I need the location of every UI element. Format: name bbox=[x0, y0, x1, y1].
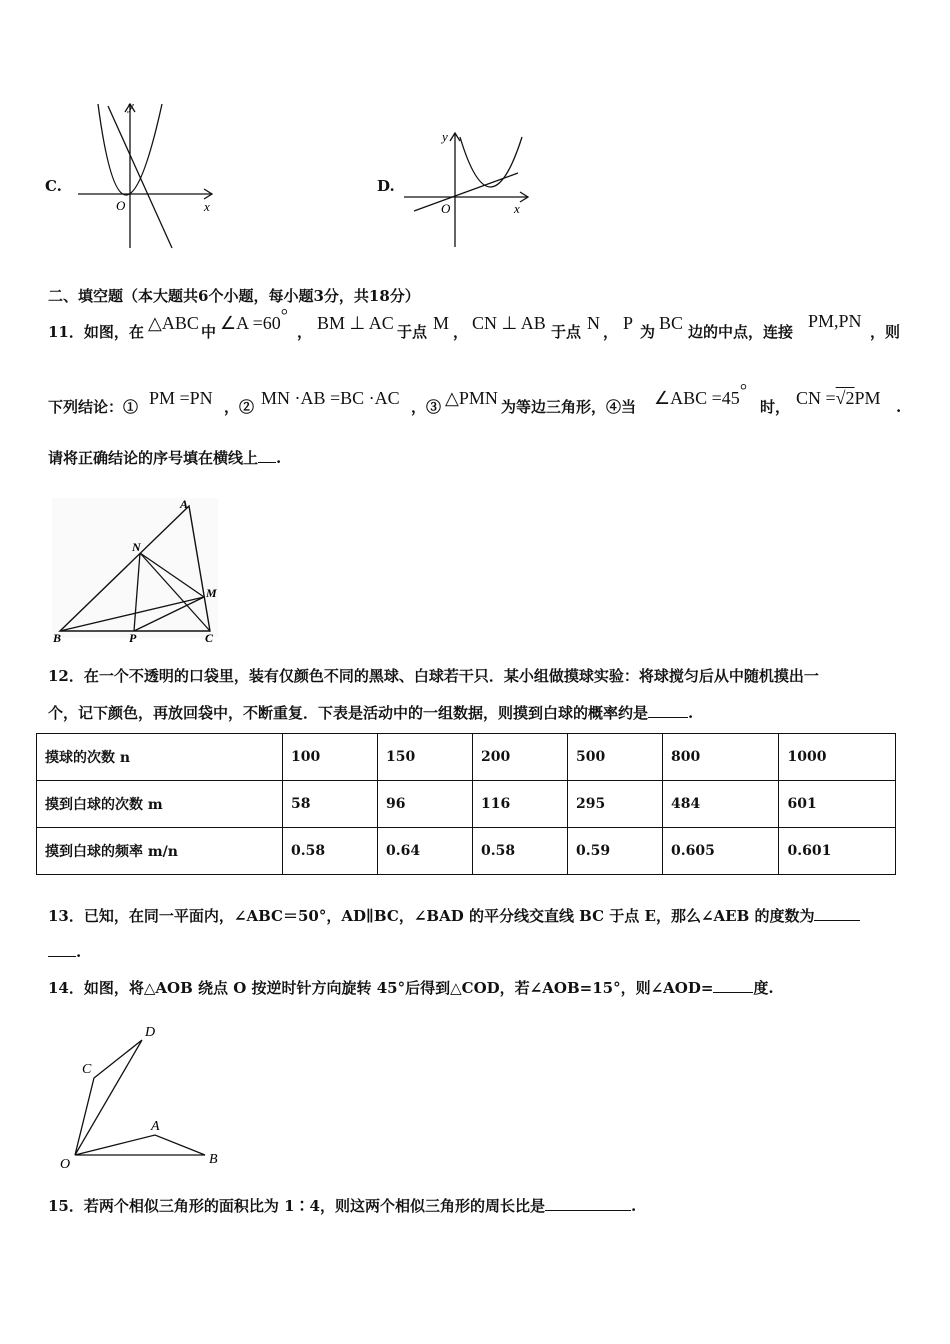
label-d: D bbox=[145, 1025, 156, 1040]
d-parabola bbox=[460, 137, 522, 187]
q11-point-m: M bbox=[433, 313, 450, 333]
label-b: B bbox=[209, 1152, 218, 1167]
c-x-label: x bbox=[204, 199, 210, 214]
q13-line-1: 13．已知，在同一平面内，∠ABC＝50°，AD∥BC，∠BAD 的平分线交直线 BC 于点 E，那么∠AEB 的度数为 bbox=[48, 906, 860, 926]
q11-bm-perp: BM ⊥ AC bbox=[317, 313, 394, 333]
q11-zhong: 中 bbox=[201, 323, 217, 341]
q11-wei: 为 bbox=[640, 323, 656, 341]
option-c-graph bbox=[72, 98, 222, 250]
label-a: A bbox=[151, 1119, 160, 1134]
q11-conclusion-2: MN ·AB =BC ·AC bbox=[261, 388, 400, 408]
table-cell: 0.605 bbox=[663, 828, 779, 875]
q11-conclusion-3: △PMN bbox=[445, 388, 498, 408]
label-c: C bbox=[205, 631, 214, 645]
q11-conclusion-3-text: 为等边三角形，④当 bbox=[501, 398, 637, 416]
q12-line-2: 个，记下颜色，再放回袋中，不断重复．下表是活动中的一组数据，则摸到白球的概率约是 . bbox=[48, 704, 694, 722]
section-heading: 二、填空题（本大题共6个小题，每小题3分，共18分） bbox=[48, 287, 420, 305]
table-cell: 116 bbox=[473, 781, 568, 828]
label-n: N bbox=[132, 540, 141, 554]
label-m: M bbox=[206, 586, 217, 600]
q11-comma-3: ， bbox=[603, 323, 619, 341]
q11-bc: BC bbox=[659, 313, 684, 333]
table-cell: 0.58 bbox=[473, 828, 568, 875]
table-cell: 601 bbox=[779, 781, 896, 828]
label-b: B bbox=[53, 631, 62, 645]
q11-triangle: △ABC bbox=[148, 313, 199, 333]
table-cell: 0.59 bbox=[568, 828, 663, 875]
table-cell: 295 bbox=[568, 781, 663, 828]
q11-number: 11．如图，在 bbox=[48, 323, 144, 341]
q11-figure bbox=[48, 496, 223, 646]
option-d-graph bbox=[400, 125, 535, 250]
table-cell: 58 bbox=[283, 781, 378, 828]
q11-sep-2: ，② bbox=[224, 398, 255, 416]
row-header: 摸到白球的次数 m bbox=[37, 781, 283, 828]
option-d-label: D. bbox=[377, 177, 395, 195]
q14-text: 14．如图，将△AOB 绕点 O 按逆时针方向旋转 45°后得到△COD，若∠AOB=15°，则∠AOD= 度. bbox=[48, 979, 774, 997]
q11-pm-pn: PM,PN bbox=[808, 311, 862, 331]
q11-cn-perp: CN ⊥ AB bbox=[472, 313, 546, 333]
table-cell: 100 bbox=[283, 734, 378, 781]
q11-yudian-2: 于点 bbox=[551, 323, 582, 341]
d-origin-label: O bbox=[441, 201, 451, 216]
label-p: P bbox=[129, 631, 137, 645]
c-y-label: y bbox=[128, 98, 134, 113]
table-cell: 1000 bbox=[779, 734, 896, 781]
table-row bbox=[37, 781, 896, 828]
table-row bbox=[37, 734, 896, 781]
table-cell: 150 bbox=[378, 734, 473, 781]
q11-angle-a: ∠A =60° bbox=[220, 305, 288, 333]
triangle-aob bbox=[75, 1135, 205, 1155]
q11-conclusions-intro: 下列结论：① bbox=[48, 398, 139, 416]
q11-shi: 时， bbox=[760, 398, 791, 416]
table-row bbox=[37, 828, 896, 875]
label-o: O bbox=[60, 1157, 71, 1172]
q15-text: 15．若两个相似三角形的面积比为 1∶4，则这两个相似三角形的周长比是 . bbox=[48, 1197, 637, 1215]
q11-instruction: 请将正确结论的序号填在横线上 . bbox=[48, 449, 282, 467]
label-c: C bbox=[82, 1062, 92, 1077]
frequency-table bbox=[36, 733, 896, 875]
q11-conclusion-4b: CN =√2PM bbox=[796, 388, 881, 408]
q12-line-1: 12．在一个不透明的口袋里，装有仅颜色不同的黑球、白球若干只．某小组做摸球实验：将球搅匀后从中随机摸出一 bbox=[48, 667, 819, 685]
d-line bbox=[414, 173, 518, 211]
table-cell: 800 bbox=[663, 734, 779, 781]
d-x-label: x bbox=[514, 201, 520, 216]
q11-ze: ，则 bbox=[870, 323, 901, 341]
q11-yudian-1: 于点 bbox=[397, 323, 428, 341]
table-cell: 0.64 bbox=[378, 828, 473, 875]
table-cell: 96 bbox=[378, 781, 473, 828]
table-cell: 200 bbox=[473, 734, 568, 781]
q11-bian: 边的中点，连接 bbox=[688, 323, 794, 341]
table-cell: 0.58 bbox=[283, 828, 378, 875]
q11-comma-1: ， bbox=[297, 323, 313, 341]
c-line bbox=[108, 106, 172, 248]
q11-period: . bbox=[896, 398, 902, 416]
row-header: 摸球的次数 n bbox=[37, 734, 283, 781]
q11-conclusion-4: ∠ABC =45° bbox=[654, 380, 748, 408]
d-y-label: y bbox=[442, 129, 448, 144]
q11-conclusion-1: PM =PN bbox=[149, 388, 213, 408]
table-cell: 484 bbox=[663, 781, 779, 828]
option-c-label: C. bbox=[45, 177, 62, 195]
table-cell: 0.601 bbox=[779, 828, 896, 875]
q11-point-n: N bbox=[587, 313, 600, 333]
label-a: A bbox=[180, 497, 189, 511]
c-origin-label: O bbox=[116, 198, 126, 213]
row-header: 摸到白球的频率 m/n bbox=[37, 828, 283, 875]
q11-sep-3: ，③ bbox=[411, 398, 442, 416]
q11-comma-2: ， bbox=[453, 323, 469, 341]
q14-figure bbox=[55, 1020, 230, 1172]
triangle-cod bbox=[75, 1040, 142, 1155]
q11-point-p: P bbox=[623, 313, 634, 333]
table-cell: 500 bbox=[568, 734, 663, 781]
q13-line-2: . bbox=[48, 942, 81, 962]
